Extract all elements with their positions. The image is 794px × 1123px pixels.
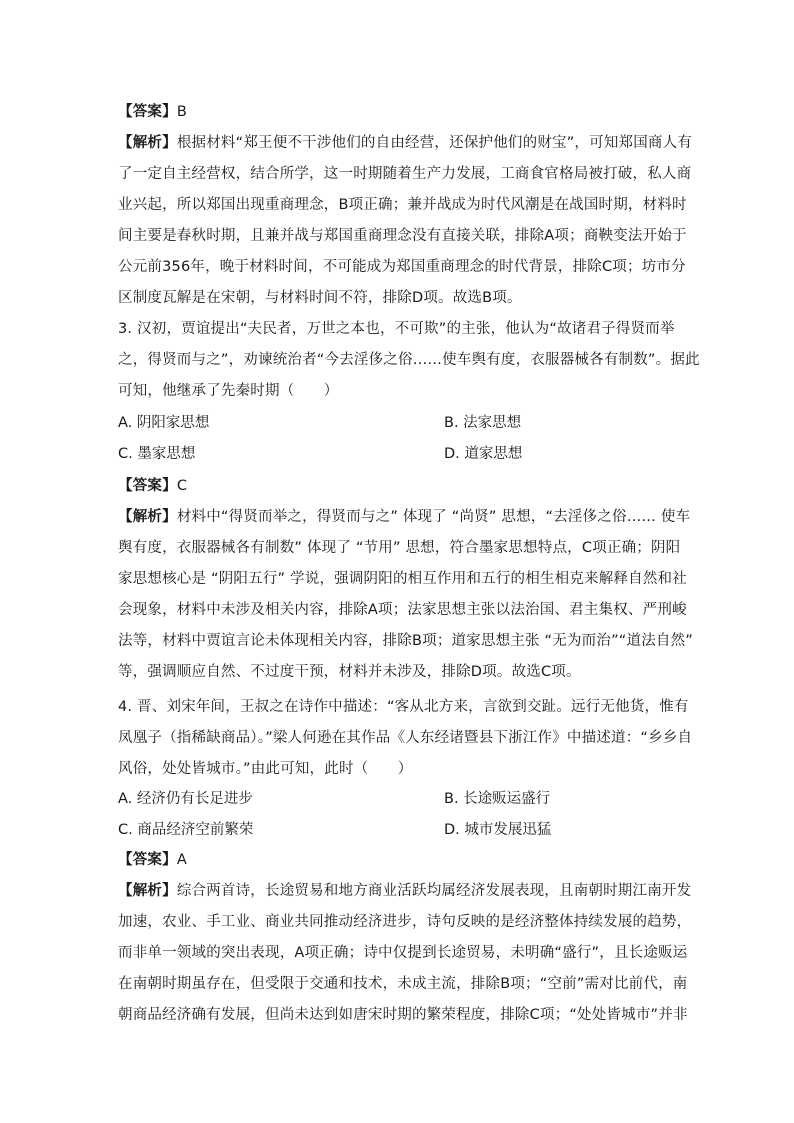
q2-analysis-line: 公元前356年，晚于材料时间，不可能成为郑国重商理念的时代背景，排除C项；坊市分 [118, 259, 686, 275]
q3-stem-line: 可知，他继承了先秦时期（ ） [118, 383, 339, 399]
q2-analysis-line: 【解析】根据材料“郑王便不干涉他们的自由经营，还保护他们的财宝”，可知郑国商人有 [118, 135, 693, 151]
q4-option-a[interactable]: A. 经济仍有长足进步 [118, 791, 253, 807]
q4-answer [118, 850, 678, 870]
q3-analysis-line: 家思想核心是 “阴阳五行” 学说，强调阴阳的相互作用和五行的相生相克来解释自然和社 [118, 571, 687, 587]
q3-option-c[interactable]: C. 墨家思想 [118, 446, 196, 462]
q2-analysis-line: 业兴起，所以郑国出现重商理念，B项正确；兼并战成为时代风潮是在战国时期，材料时 [118, 197, 687, 213]
q4-analysis-line: 朝商品经济确有发展，但尚未达到如唐宋时期的繁荣程度，排除C项；“处处皆城市”并非 [118, 1007, 688, 1023]
analysis-tag: 【解析】 [118, 135, 177, 151]
q4-stem-line: 4. 晋、刘宋年间，王叔之在诗作中描述：“客从北方来，言欲到交趾。远行无他货，惟有 [118, 699, 689, 715]
q4-analysis-line: 加速，农业、手工业、商业共同推动经济进步，诗句反映的是经济整体持续发展的趋势， [118, 914, 692, 930]
q4-option-d[interactable]: D. 城市发展迅猛 [444, 822, 552, 838]
analysis-tag: 【解析】 [118, 883, 177, 899]
answer-tag: 【答案】 [118, 478, 177, 494]
q2-analysis-line: 了一定自主经营权，结合所学，这一时期随着生产力发展，工商食官格局被打破，私人商 [118, 166, 692, 182]
q3-option-a[interactable]: A. 阴阳家思想 [118, 415, 210, 431]
answer-tag: 【答案】 [118, 104, 177, 120]
q2-analysis-line: 间主要是春秋时期，且兼并战与郑国重商理念没有直接关联，排除A项；商鞅变法开始于 [118, 228, 687, 244]
q3-analysis-line: 舆有度，衣服器械各有制数” 体现了 “节用” 思想，符合墨家思想特点，C项正确；阴阳 [118, 540, 681, 556]
q3-stem-line: 之，得贤而与之”，劝谏统治者“今去淫侈之俗……使车舆有度，衣服器械各有制数”。据此 [118, 352, 700, 368]
q4-option-c[interactable]: C. 商品经济空前繁荣 [118, 822, 254, 838]
answer-value: A [176, 852, 187, 868]
q3-analysis-line: 等，强调顺应自然、不过度干预，材料并未涉及，排除D项。故选C项。 [118, 664, 581, 680]
answer-value: C [176, 478, 188, 494]
q2-answer [118, 102, 678, 122]
q3-analysis-line: 法等，材料中贾谊言论未体现相关内容，排除B项；道家思想主张 “无为而治”“道法自然” [118, 633, 694, 649]
q3-analysis-line: 会现象，材料中未涉及相关内容，排除A项；法家思想主张以法治国、君主集权、严刑峻 [118, 602, 687, 618]
q4-analysis-line: 而非单一领域的突出表现，A项正确；诗中仅提到长途贸易，未明确“盛行”，且长途贩运 [118, 945, 688, 961]
answer-tag: 【答案】 [118, 852, 177, 868]
q2-analysis-line: 区制度瓦解是在宋朝，与材料时间不符，排除D项。故选B项。 [118, 290, 522, 306]
q4-stem-line: 风俗，处处皆城市。”由此可知，此时（ ） [118, 761, 413, 777]
q3-analysis-line: 【解析】材料中“得贤而举之，得贤而与之” 体现了 “尚贤” 思想，“去淫侈之俗…… 使车 [118, 509, 691, 525]
q3-stem-line: 3. 汉初，贾谊提出“夫民者，万世之本也，不可欺”的主张，他认为“故诸君子得贤而举 [118, 321, 675, 337]
q3-answer [118, 476, 678, 496]
q3-option-b[interactable]: B. 法家思想 [444, 415, 522, 431]
answer-value: B [176, 104, 187, 120]
q4-stem-line: 凤凰子（指稀缺商品）。”梁人何逊在其作品《人东经诸暨县下浙江作》中描述道：“乡乡自 [118, 730, 693, 746]
q4-analysis-line: 【解析】综合两首诗，长途贸易和地方商业活跃均属经济发展表现，且南朝时期江南开发 [118, 883, 692, 899]
analysis-tag: 【解析】 [118, 509, 177, 525]
q3-option-d[interactable]: D. 道家思想 [444, 446, 523, 462]
q4-analysis-line: 在南朝时期虽存在，但受限于交通和技术，未成主流，排除B项；“空前”需对比前代，南 [118, 976, 688, 992]
q4-option-b[interactable]: B. 长途贩运盛行 [444, 791, 551, 807]
